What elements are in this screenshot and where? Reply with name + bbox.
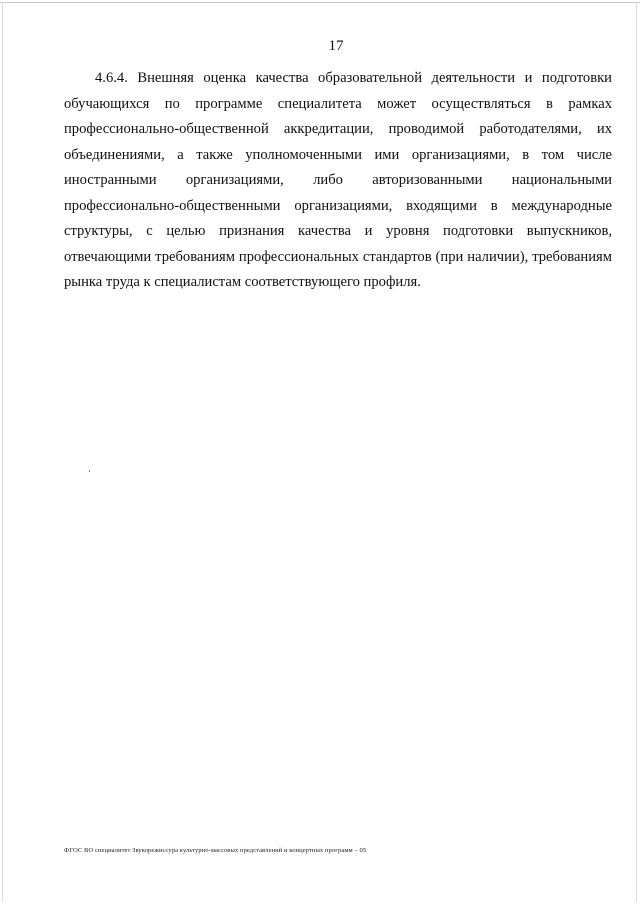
page-left-border [2, 2, 3, 902]
scan-speck [89, 470, 90, 472]
page-right-border [636, 2, 637, 902]
page-top-border [0, 2, 640, 3]
page-footer: ФГОС ВО специалитет Звукорежиссура культурно-массовых представлений и концертных программ – 05 [64, 847, 367, 854]
body-paragraph: 4.6.4. Внешняя оценка качества образовательной деятельности и подготовки обучающихся по программе специалитета может осуществляться в рамках профессионально-общественной аккредитации, проводимой работодателями, их объединениями, а также уполномоченными ими организациями, в том числе иностранными организациями, либо авторизованными национальными профессионально-общественными организациями, входящими в международные структуры, с целью признания качества и уровня подготовки выпускников, отвечающими требованиям профессиональных стандартов (при наличии), требованиям рынка труда к специалистам соответствующего профиля. [64, 70, 612, 290]
page-number: 17 [328, 38, 344, 54]
